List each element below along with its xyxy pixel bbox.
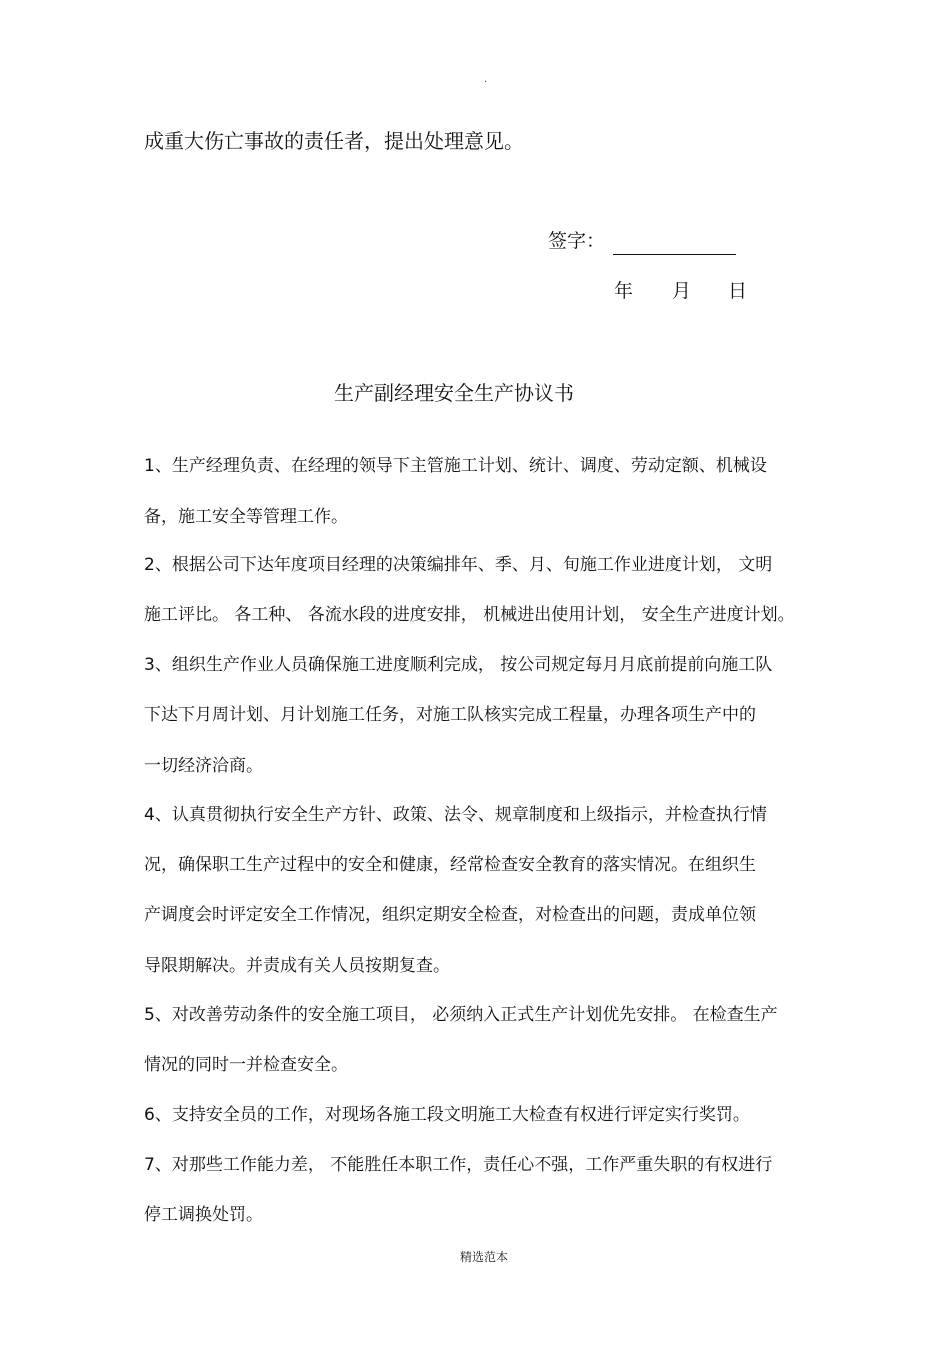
date-month: 月	[672, 280, 692, 302]
body-line: 况，确保职工生产过程中的安全和健康，经常检查安全教育的落实情况。在组织生	[144, 855, 756, 875]
signature-line	[613, 254, 736, 255]
date-day: 日	[728, 280, 748, 302]
date-year: 年	[614, 280, 634, 302]
body-line: 3、组织生产作业人员确保施工进度顺利完成， 按公司规定每月月底前提前向施工队	[144, 655, 773, 675]
body-line: 4、认真贯彻执行安全生产方针、政策、法令、规章制度和上级指示，并检查执行情	[144, 805, 767, 825]
body-line: 6、支持安全员的工作，对现场各施工段文明施工大检查有权进行评定实行奖罚。	[144, 1105, 750, 1125]
body-line: 产调度会时评定安全工作情况，组织定期安全检查，对检查出的问题，责成单位领	[144, 905, 756, 925]
body-line: 备，施工安全等管理工作。	[144, 507, 348, 527]
footer-text: 精选范本	[460, 1250, 509, 1264]
body-line: 停工调换处罚。	[144, 1205, 263, 1225]
intro-text: 成重大伤亡事故的责任者，提出处理意见。	[144, 129, 524, 153]
body-line: 5、对改善劳动条件的安全施工项目， 必须纳入正式生产计划优先安排。 在检查生产	[144, 1005, 778, 1025]
body-line: 1、生产经理负责、在经理的领导下主管施工计划、统计、调度、劳动定额、机械设	[144, 456, 767, 476]
signature-label: 签字：	[548, 230, 606, 252]
header-dot: .	[484, 74, 488, 85]
body-line: 一切经济洽商。	[144, 756, 263, 776]
document-title: 生产副经理安全生产协议书	[334, 381, 574, 405]
body-line: 施工评比。 各工种、 各流水段的进度安排， 机械进出使用计划， 安全生产进度计划。	[144, 605, 795, 625]
body-line: 导限期解决。并责成有关人员按期复查。	[144, 956, 450, 976]
body-line: 情况的同时一并检查安全。	[144, 1055, 348, 1075]
body-line: 下达下月周计划、月计划施工任务，对施工队核实完成工程量，办理各项生产中的	[144, 705, 756, 725]
date-row	[614, 278, 747, 304]
body-line: 7、对那些工作能力差， 不能胜任本职工作，责任心不强，工作严重失职的有权进行	[144, 1155, 773, 1175]
body-line: 2、根据公司下达年度项目经理的决策编排年、季、月、旬施工作业进度计划， 文明	[144, 555, 773, 575]
